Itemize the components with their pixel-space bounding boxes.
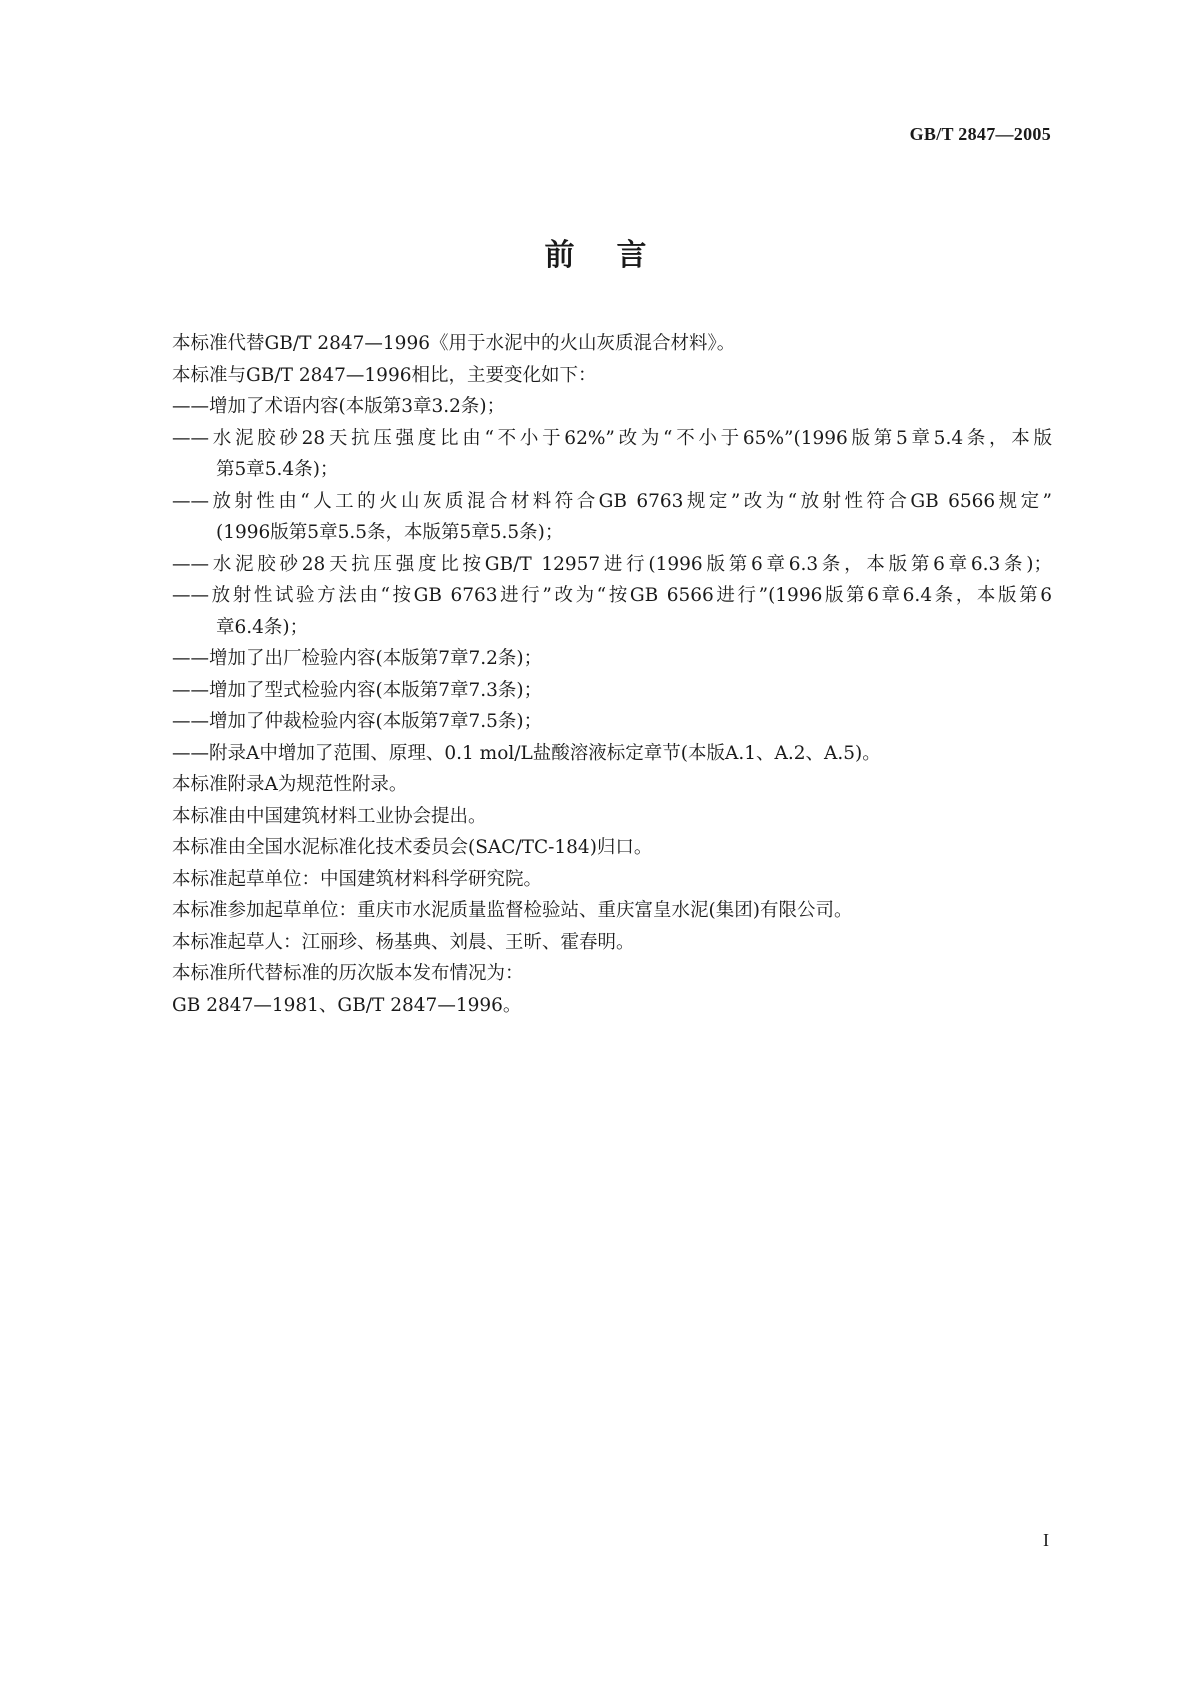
list-item: ——增加了仲裁检验内容(本版第7章7.5条)； (172, 711, 543, 732)
list-item: ——水泥胶砂28天抗压强度比由“不小于62%”改为“不小于65%”(1996版第5章5.4条，本版 (172, 427, 1052, 449)
paragraph-line: 本标准参加起草单位：重庆市水泥质量监督检验站、重庆富皇水泥(集团)有限公司。 (172, 900, 853, 921)
paragraph-line: 本标准由全国水泥标准化技术委员会(SAC/TC-184)归口。 (172, 837, 653, 858)
paragraph-line: 本标准起草人：江丽珍、杨基典、刘晨、王昕、霍春明。 (172, 931, 635, 953)
list-item: ——附录A中增加了范围、原理、0.1 mol/L盐酸溶液标定章节(本版A.1、A.2、A.5)。 (172, 742, 881, 764)
paragraph-line: 本标准由中国建筑材料工业协会提出。 (172, 805, 487, 827)
list-item: ——增加了出厂检验内容(本版第7章7.2条)； (172, 648, 543, 669)
paragraph-line: 本标准所代替标准的历次版本发布情况为： (172, 963, 524, 984)
list-item-continuation: (1996版第5章5.5条，本版第5章5.5条)； (216, 522, 564, 543)
paragraph-line: 本标准代替GB/T 2847—1996《用于水泥中的火山灰质混合材料》。 (172, 333, 736, 354)
list-item: ——水泥胶砂28天抗压强度比按GB/T 12957进行(1996版第6章6.3条，本版第6章6.3条)； (172, 553, 1052, 575)
list-item: ——放射性试验方法由“按GB 6763进行”改为“按GB 6566进行”(1996版第6章6.4条，本版第6 (172, 585, 1052, 606)
page-number: I (1043, 1530, 1049, 1550)
paragraph-line: 本标准起草单位：中国建筑材料科学研究院。 (172, 868, 543, 890)
list-item: ——增加了术语内容(本版第3章3.2条)； (172, 396, 506, 417)
standard-code: GB/T 2847—2005 (909, 124, 1051, 144)
foreword-body (172, 328, 1052, 1021)
list-item-continuation: 章6.4条)； (216, 616, 309, 638)
list-item: ——增加了型式检验内容(本版第7章7.3条)； (172, 679, 543, 701)
paragraph-line: GB 2847—1981、GB/T 2847—1996。 (172, 994, 522, 1016)
page-title: 前言 (544, 238, 689, 273)
list-item: ——放射性由“人工的火山灰质混合材料符合GB 6763规定”改为“放射性符合GB 6566规定” (172, 490, 1052, 512)
list-item-continuation: 第5章5.4条)； (216, 459, 339, 480)
paragraph-line: 本标准与GB/T 2847—1996相比，主要变化如下： (172, 364, 597, 386)
paragraph-line: 本标准附录A为规范性附录。 (172, 774, 408, 795)
